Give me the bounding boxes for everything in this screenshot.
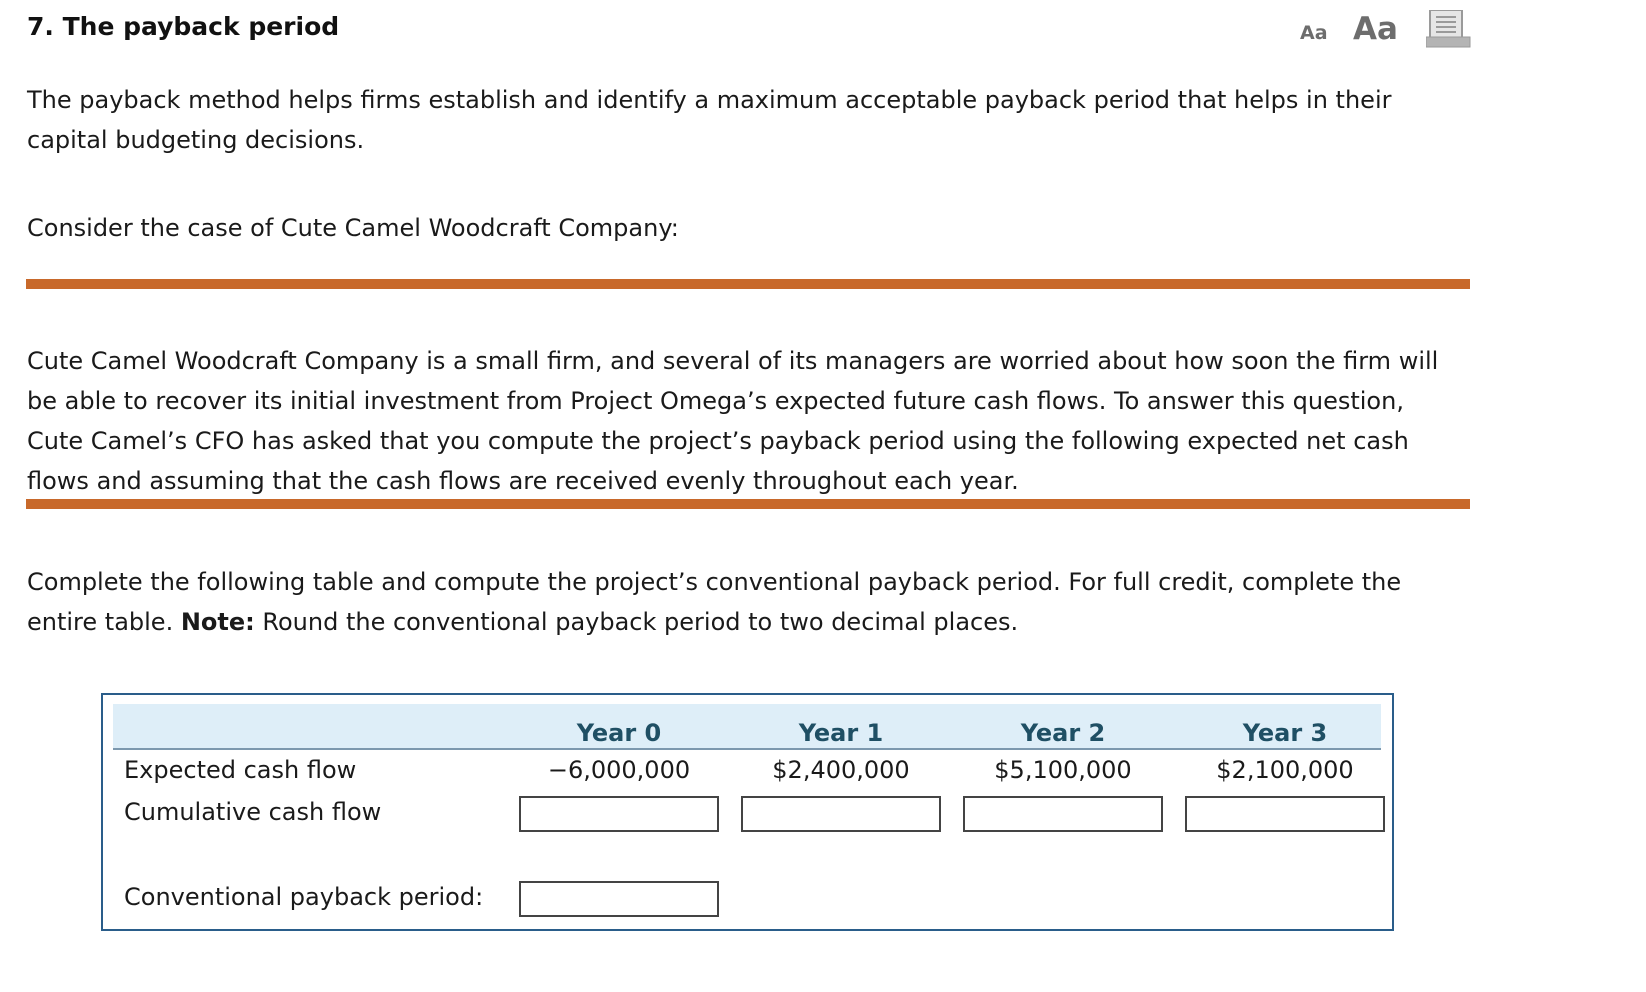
column-header-year-0: Year 0 xyxy=(576,719,662,747)
expected-cash-flow-year-1: $2,400,000 xyxy=(772,756,910,784)
payback-period-input[interactable] xyxy=(519,881,719,917)
note-label: Note: xyxy=(180,608,255,636)
expected-cash-flow-label: Expected cash flow xyxy=(124,756,357,784)
case-description: Cute Camel Woodcraft Company is a small firm, and several of its managers are worried about how soon the firm will be able to recover its initial investment from Project Omega’s expected future cash flows. To answer this question, Cute Camel’s CFO has asked that you compute the project’s payback period using the following expected net cash flows and assuming that the cash flows are received evenly throughout each year. xyxy=(27,347,1439,495)
case-intro: Consider the case of Cute Camel Woodcraft Company: xyxy=(27,214,679,242)
table-header xyxy=(113,704,1381,750)
cumulative-cash-flow-label: Cumulative cash flow xyxy=(124,798,382,826)
increase-font-button[interactable]: Aa xyxy=(1353,11,1398,47)
column-header-year-1: Year 1 xyxy=(798,719,884,747)
column-header-year-2: Year 2 xyxy=(1020,719,1106,747)
cumulative-cash-flow-year-1-input[interactable] xyxy=(741,796,941,832)
expected-cash-flow-year-0: −6,000,000 xyxy=(547,756,691,784)
instructions-note: Round the conventional payback period to two decimal places. xyxy=(254,608,1019,636)
instructions-text: Complete the following table and compute the project’s conventional payback period. For full credit, complete the entire table. xyxy=(27,568,1402,636)
toolbar xyxy=(1300,10,1472,50)
instructions xyxy=(27,562,1467,642)
expected-cash-flow-year-2: $5,100,000 xyxy=(994,756,1132,784)
intro-paragraph: The payback method helps firms establish and identify a maximum acceptable payback period that helps in their capital budgeting decisions. xyxy=(27,86,1392,154)
print-icon[interactable] xyxy=(1426,10,1472,48)
cumulative-cash-flow-year-2-input[interactable] xyxy=(963,796,1163,832)
question-title: 7. The payback period xyxy=(27,12,340,41)
column-header-year-3: Year 3 xyxy=(1242,719,1328,747)
cumulative-cash-flow-year-3-input[interactable] xyxy=(1185,796,1385,832)
case-description-box xyxy=(26,279,1470,509)
expected-cash-flow-year-3: $2,100,000 xyxy=(1216,756,1354,784)
cumulative-cash-flow-year-0-input[interactable] xyxy=(519,796,719,832)
payback-period-label: Conventional payback period: xyxy=(124,883,484,911)
decrease-font-button[interactable]: Aa xyxy=(1300,22,1328,44)
payback-table xyxy=(101,693,1394,931)
